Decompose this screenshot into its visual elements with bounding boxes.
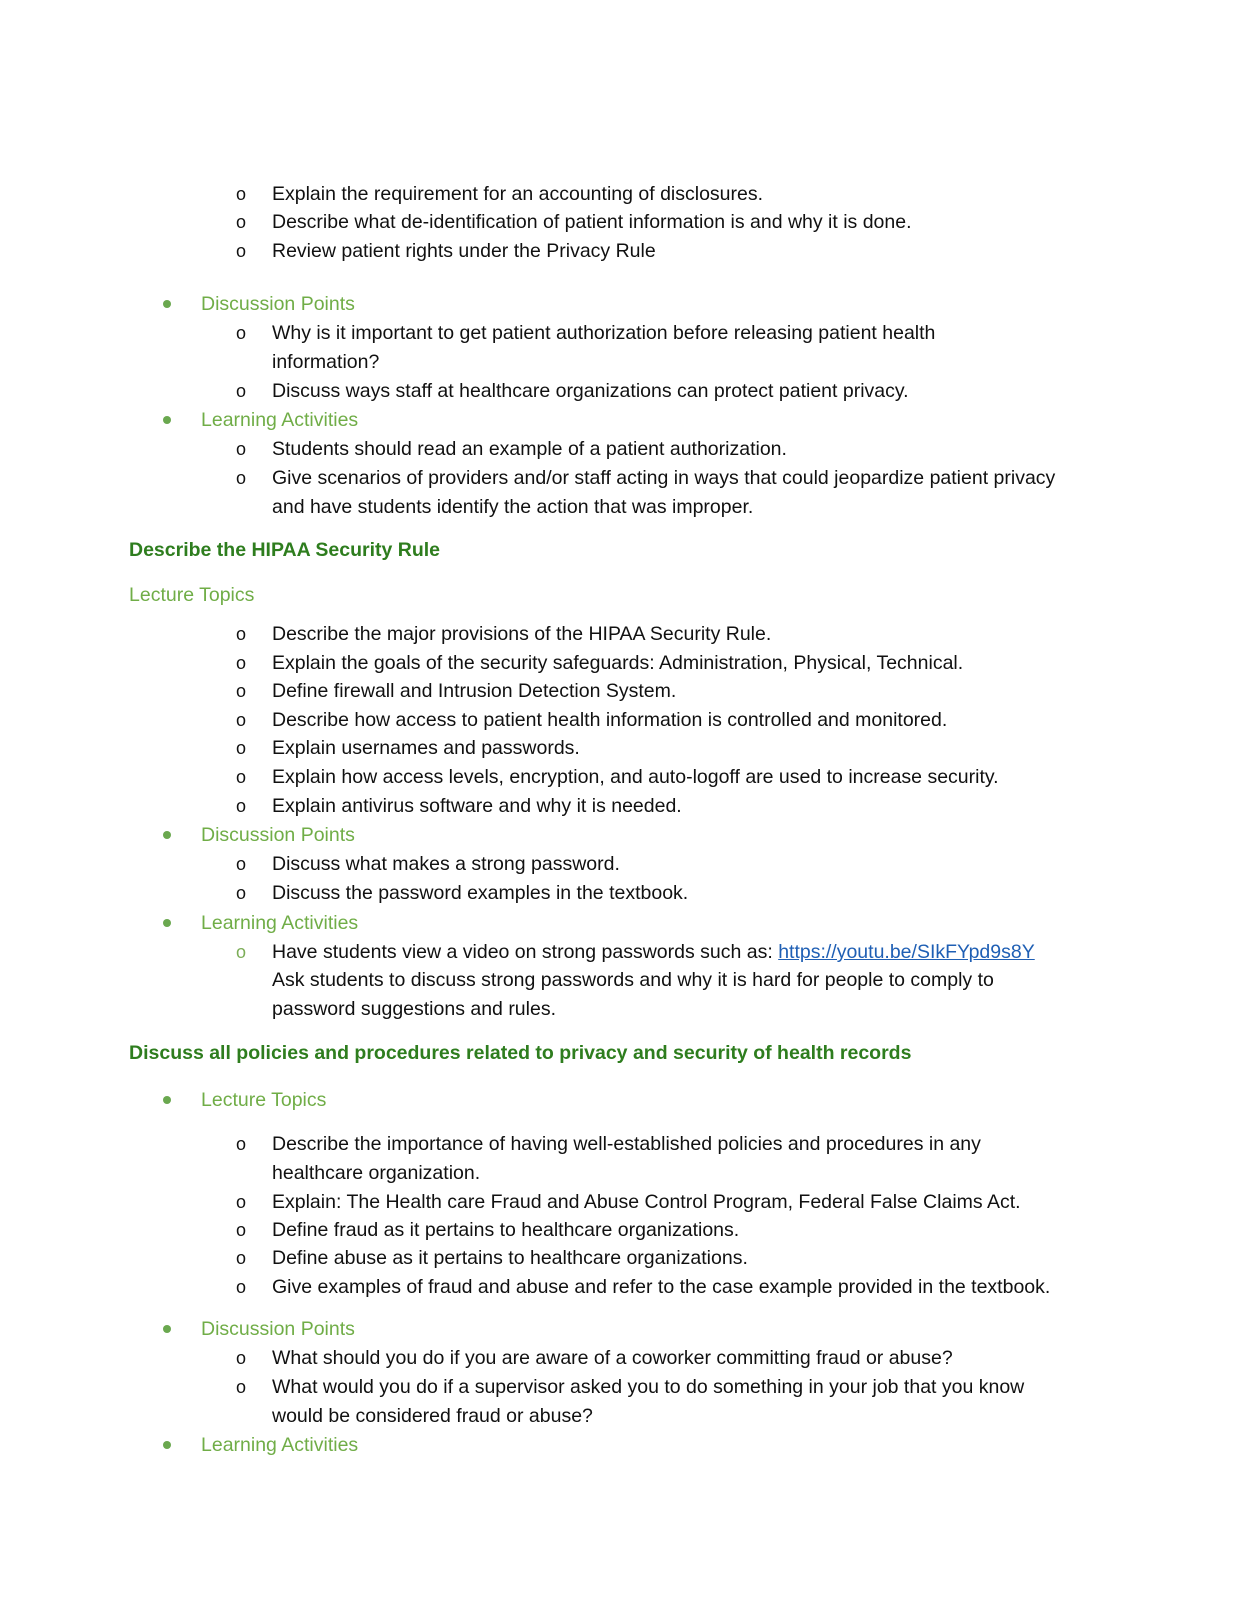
activity-text: Have students view a video on strong passwords such as: <box>272 941 779 963</box>
learning-activities-label: Learning Activities <box>201 409 359 431</box>
list-item: Define fraud as it pertains to healthcare organizations. <box>272 1219 740 1241</box>
list-item: Describe the importance of having well-established policies and procedures in any <box>272 1133 981 1155</box>
list-item-continuation: Ask students to discuss strong passwords and why it is hard for people to comply to <box>272 969 994 991</box>
list-item: Describe the major provisions of the HIPAA Security Rule. <box>272 623 772 645</box>
list-item: Students should read an example of a patient authorization. <box>272 438 787 460</box>
list-item: Explain the requirement for an accounting of disclosures. <box>272 183 764 205</box>
section-heading: Describe the HIPAA Security Rule <box>129 539 441 561</box>
learning-activities-label: Learning Activities <box>201 912 359 934</box>
list-item: Give scenarios of providers and/or staff acting in ways that could jeopardize patient privacy <box>272 467 1056 489</box>
list-item: Describe what de-identification of patient information is and why it is done. <box>272 211 912 233</box>
list-item: What would you do if a supervisor asked you to do something in your job that you know <box>272 1376 1025 1398</box>
bullet-icon <box>163 1441 171 1449</box>
list-item-continuation: and have students identify the action that was improper. <box>272 496 754 518</box>
discussion-points-label: Discussion Points <box>201 293 355 315</box>
list-item: What should you do if you are aware of a coworker committing fraud or abuse? <box>272 1347 953 1369</box>
list-item: Discuss the password examples in the textbook. <box>272 882 689 904</box>
sub-bullet-icon: o <box>236 323 247 343</box>
sub-bullet-icon: o <box>236 241 247 261</box>
list-item: Review patient rights under the Privacy Rule <box>272 240 656 262</box>
list-item: Discuss what makes a strong password. <box>272 853 620 875</box>
sub-bullet-icon: o <box>236 1220 247 1240</box>
sub-bullet-icon: o <box>236 653 247 673</box>
sub-bullet-icon: o <box>236 468 247 488</box>
video-link[interactable]: https://youtu.be/SIkFYpd9s8Y <box>778 941 1035 963</box>
sub-bullet-icon: o <box>236 1134 247 1154</box>
sub-bullet-icon: o <box>236 767 247 787</box>
sub-bullet-icon: o <box>236 212 247 232</box>
list-item: Discuss ways staff at healthcare organizations can protect patient privacy. <box>272 380 909 402</box>
sub-bullet-icon: o <box>236 710 247 730</box>
list-item: Describe how access to patient health information is controlled and monitored. <box>272 709 948 731</box>
sub-bullet-icon: o <box>236 883 247 903</box>
discussion-points-label: Discussion Points <box>201 824 355 846</box>
sub-bullet-icon: o <box>236 796 247 816</box>
list-item: Explain the goals of the security safeguards: Administration, Physical, Technical. <box>272 652 964 674</box>
sub-bullet-icon: o <box>236 624 247 644</box>
list-item: Explain how access levels, encryption, and auto-logoff are used to increase security. <box>272 766 999 788</box>
list-item <box>272 938 1035 967</box>
list-item-continuation: healthcare organization. <box>272 1162 481 1184</box>
list-item-continuation: information? <box>272 351 380 373</box>
sub-bullet-icon: o <box>236 184 247 204</box>
sub-bullet-icon: o <box>236 738 247 758</box>
list-item: Give examples of fraud and abuse and refer to the case example provided in the textbook. <box>272 1276 1051 1298</box>
discussion-points-label: Discussion Points <box>201 1318 355 1340</box>
sub-bullet-icon: o <box>236 439 247 459</box>
section-heading: Discuss all policies and procedures related to privacy and security of health records <box>129 1042 912 1064</box>
sub-bullet-icon: o <box>236 1277 247 1297</box>
lecture-topics-label: Lecture Topics <box>201 1089 327 1111</box>
sub-bullet-icon: o <box>236 942 247 962</box>
bullet-icon <box>163 416 171 424</box>
sub-bullet-icon: o <box>236 1377 247 1397</box>
list-item: Define firewall and Intrusion Detection System. <box>272 680 677 702</box>
lecture-topics-heading: Lecture Topics <box>129 584 255 606</box>
list-item: Why is it important to get patient authorization before releasing patient health <box>272 322 936 344</box>
sub-bullet-icon: o <box>236 1348 247 1368</box>
list-item-continuation: password suggestions and rules. <box>272 998 556 1020</box>
list-item: Explain: The Health care Fraud and Abuse Control Program, Federal False Claims Act. <box>272 1191 1021 1213</box>
sub-bullet-icon: o <box>236 1192 247 1212</box>
sub-bullet-icon: o <box>236 1248 247 1268</box>
bullet-icon <box>163 1096 171 1104</box>
list-item: Explain antivirus software and why it is needed. <box>272 795 682 817</box>
list-item: Explain usernames and passwords. <box>272 737 580 759</box>
learning-activities-label: Learning Activities <box>201 1434 359 1456</box>
list-item: Define abuse as it pertains to healthcare organizations. <box>272 1247 748 1269</box>
list-item-continuation: would be considered fraud or abuse? <box>272 1405 593 1427</box>
bullet-icon <box>163 919 171 927</box>
bullet-icon <box>163 831 171 839</box>
sub-bullet-icon: o <box>236 854 247 874</box>
bullet-icon <box>163 300 171 308</box>
sub-bullet-icon: o <box>236 381 247 401</box>
sub-bullet-icon: o <box>236 681 247 701</box>
bullet-icon <box>163 1325 171 1333</box>
